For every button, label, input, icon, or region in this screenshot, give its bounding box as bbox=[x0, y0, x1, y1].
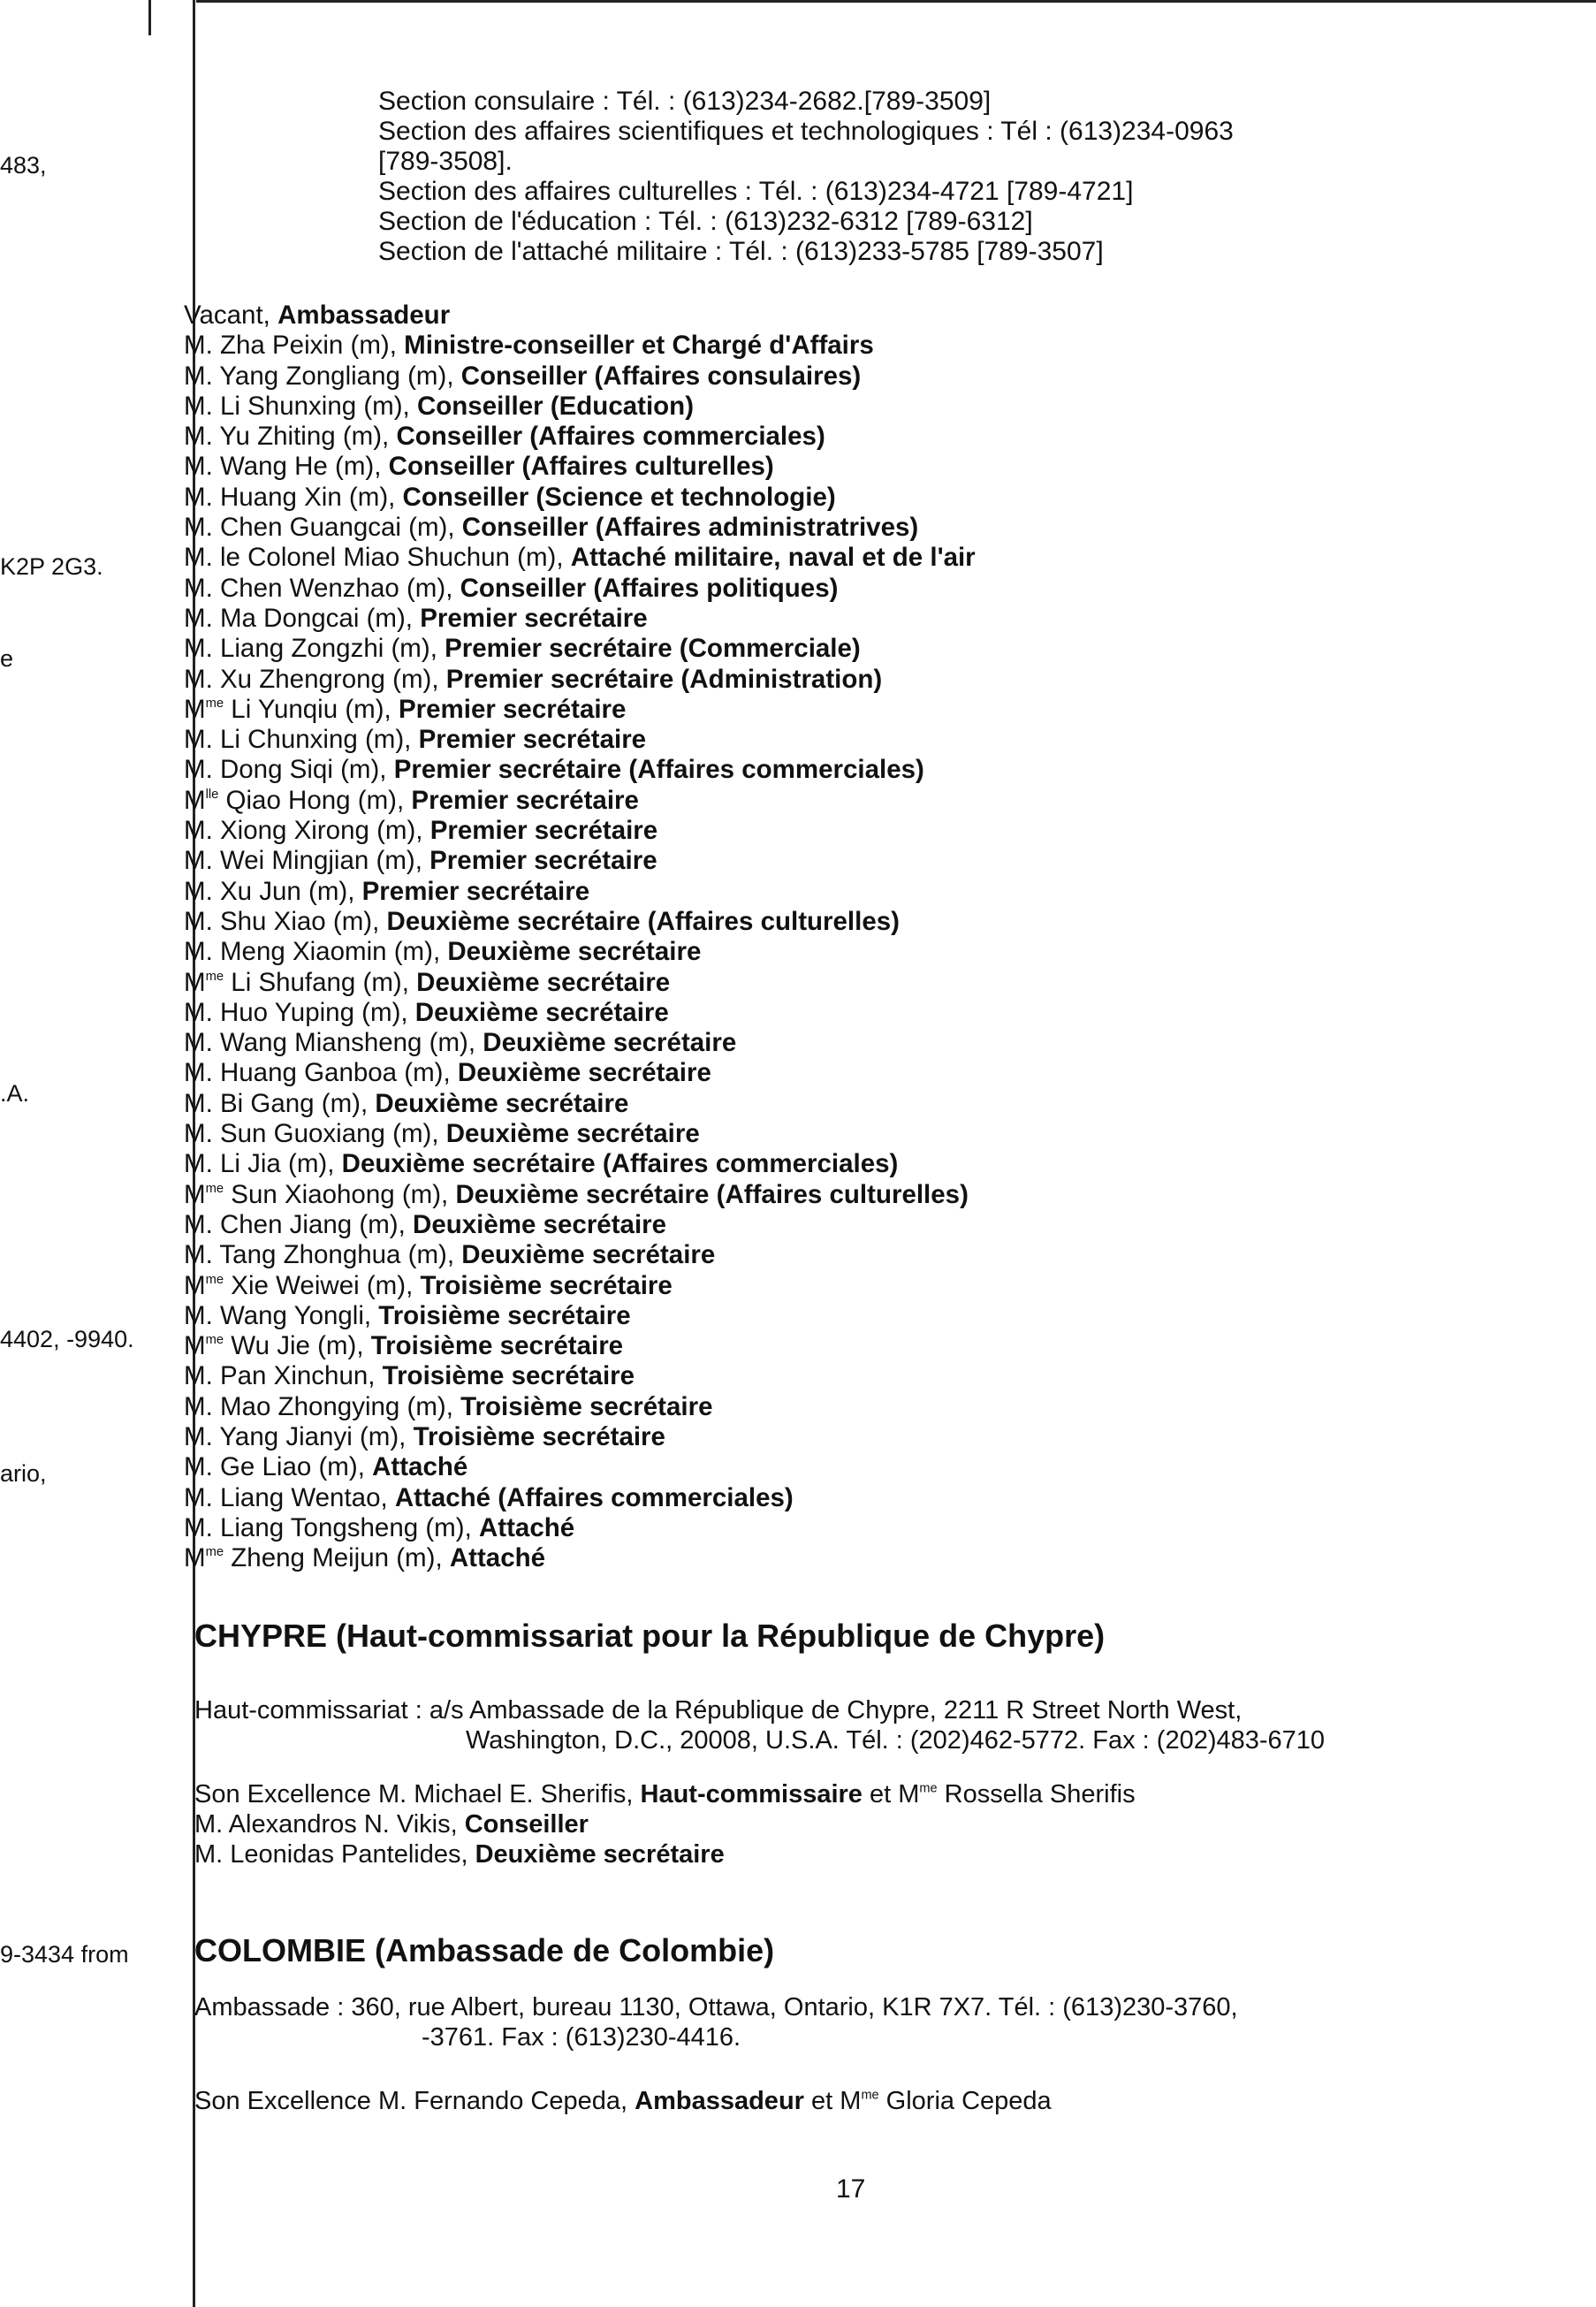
staff-entry bbox=[184, 1452, 976, 1482]
staff-entry bbox=[184, 937, 976, 967]
staff-name: M. Liang Tongsheng (m), bbox=[184, 1512, 472, 1542]
staff-name: M. Ma Dongcai (m), bbox=[184, 603, 413, 633]
section-title-colombie: COLOMBIE (Ambassade de Colombie) bbox=[194, 1932, 775, 1968]
staff-entry bbox=[184, 392, 976, 422]
staff-entry bbox=[184, 725, 976, 755]
contact-line: [789-3508]. bbox=[378, 147, 513, 176]
honorific-suffix: me bbox=[205, 969, 224, 984]
honorific-suffix: me bbox=[205, 1181, 224, 1196]
honorific-suffix: me bbox=[205, 1545, 224, 1560]
member-name: M. Alexandros N. Vikis, bbox=[194, 1810, 458, 1839]
staff-role: Deuxième secrétaire (Affaires culturelles) bbox=[455, 1179, 969, 1209]
staff-name: Wu Jie (m), bbox=[231, 1331, 364, 1361]
staff-role: Troisième secrétaire bbox=[460, 1391, 713, 1421]
honorific: M bbox=[184, 1270, 206, 1300]
member-entry bbox=[194, 1779, 1136, 1809]
staff-entry bbox=[184, 907, 976, 937]
staff-entry bbox=[184, 331, 976, 361]
honorific-suffix: me bbox=[861, 2088, 879, 2103]
chypre-member-list bbox=[194, 1779, 1136, 1869]
staff-entry bbox=[184, 634, 976, 664]
spouse-name: Gloria Cepeda bbox=[885, 2087, 1052, 2115]
chypre-address bbox=[194, 1695, 1325, 1755]
staff-name: M. Huang Ganboa (m), bbox=[184, 1058, 451, 1088]
staff-entry bbox=[184, 452, 976, 482]
staff-role: Deuxième secrétaire bbox=[457, 1058, 711, 1088]
staff-role: Attaché (Affaires commerciales) bbox=[394, 1482, 794, 1512]
staff-name: M. Shu Xiao (m), bbox=[184, 906, 380, 936]
staff-role: Troisième secrétaire bbox=[420, 1270, 673, 1300]
staff-role: Ministre-conseiller et Chargé d'Affairs bbox=[404, 331, 874, 361]
margin-fragment: 483, bbox=[0, 152, 47, 179]
member-entry bbox=[194, 2086, 1052, 2116]
staff-role: Premier secrétaire bbox=[361, 876, 590, 906]
staff-name: M. Li Shunxing (m), bbox=[184, 391, 410, 421]
section-title-chypre: CHYPRE (Haut-commissariat pour la République de Chypre) bbox=[194, 1618, 1106, 1654]
staff-entry bbox=[184, 574, 976, 604]
staff-role: Attaché bbox=[478, 1512, 575, 1542]
staff-name: M. Wang Miansheng (m), bbox=[184, 1028, 476, 1058]
staff-entry bbox=[184, 846, 976, 876]
staff-name: M. Zha Peixin (m), bbox=[184, 331, 397, 361]
margin-fragment: 9-3434 from bbox=[0, 1941, 129, 1968]
member-name: Son Excellence M. Michael E. Sherifis, bbox=[194, 1780, 634, 1808]
staff-role: Premier secrétaire (Administration) bbox=[445, 664, 883, 694]
colombie-member-list bbox=[194, 2086, 1052, 2116]
staff-name: M. Xu Jun (m), bbox=[184, 876, 355, 906]
staff-entry bbox=[184, 877, 976, 907]
page-number: 17 bbox=[836, 2174, 866, 2204]
staff-entry bbox=[184, 1058, 976, 1088]
margin-fragment: 4402, -9940. bbox=[0, 1326, 134, 1352]
staff-entry bbox=[184, 665, 976, 695]
margin-fragment: ario, bbox=[0, 1460, 47, 1487]
staff-entry bbox=[184, 1513, 976, 1543]
staff-entry bbox=[184, 1210, 976, 1240]
staff-entry bbox=[184, 1483, 976, 1513]
member-entry bbox=[194, 1809, 1136, 1839]
honorific-suffix: me bbox=[205, 1272, 224, 1287]
spouse-name: Rossella Sherifis bbox=[944, 1780, 1136, 1808]
staff-entry bbox=[184, 968, 976, 998]
honorific-suffix: me bbox=[205, 1333, 224, 1348]
contact-line: Section de l'attaché militaire : Tél. : (613)233-5785 [789-3507] bbox=[378, 237, 1104, 266]
address-line: -3761. Fax : (613)230-4416. bbox=[422, 2023, 741, 2052]
staff-name: M. Meng Xiaomin (m), bbox=[184, 937, 441, 967]
staff-entry bbox=[184, 1301, 976, 1331]
staff-name: Qiao Hong (m), bbox=[225, 785, 405, 815]
honorific: M bbox=[184, 785, 206, 815]
contact-line: Section des affaires scientifiques et technologiques : Tél : (613)234-0963 bbox=[378, 117, 1234, 146]
member-role: Conseiller bbox=[464, 1810, 589, 1839]
member-role: Haut-commissaire bbox=[640, 1780, 863, 1808]
staff-role: Conseiller (Education) bbox=[416, 391, 695, 421]
staff-name: M. Mao Zhongying (m), bbox=[184, 1391, 453, 1421]
staff-role: Troisième secrétaire bbox=[382, 1361, 635, 1391]
staff-name: M. Xiong Xirong (m), bbox=[184, 816, 423, 846]
staff-name: M. Huo Yuping (m), bbox=[184, 997, 408, 1027]
staff-role: Attaché militaire, naval et de l'air bbox=[570, 543, 976, 573]
spouse-conjunction: et bbox=[811, 2087, 833, 2115]
staff-name: M. Wang He (m), bbox=[184, 452, 382, 482]
margin-fragment: .A. bbox=[0, 1080, 30, 1107]
honorific: M bbox=[184, 967, 206, 997]
staff-entry bbox=[184, 301, 976, 331]
margin-fragment: K2P 2G3. bbox=[0, 553, 103, 580]
contact-line: Section de l'éducation : Tél. : (613)232-6312 [789-6312] bbox=[378, 207, 1033, 236]
staff-name: Vacant, bbox=[184, 301, 270, 330]
spouse-honorific: M bbox=[898, 1780, 920, 1808]
staff-role: Deuxième secrétaire (Affaires culturelles) bbox=[386, 906, 900, 936]
staff-role: Premier secrétaire bbox=[429, 816, 658, 846]
address-label: Haut-commissariat : bbox=[194, 1696, 422, 1725]
staff-name: M. Yang Zongliang (m), bbox=[184, 361, 454, 391]
staff-entry bbox=[184, 483, 976, 513]
staff-entry bbox=[184, 1119, 976, 1149]
staff-role: Deuxième secrétaire bbox=[413, 1209, 667, 1239]
staff-entry bbox=[184, 1543, 976, 1573]
margin-fragment: e bbox=[0, 645, 14, 672]
staff-name: Xie Weiwei (m), bbox=[231, 1270, 414, 1300]
staff-role: Premier secrétaire bbox=[418, 725, 647, 755]
staff-role: Premier secrétaire bbox=[429, 846, 657, 876]
staff-name: Zheng Meijun (m), bbox=[231, 1543, 443, 1573]
staff-entry bbox=[184, 1271, 976, 1301]
staff-entry bbox=[184, 755, 976, 785]
member-name: Son Excellence M. Fernando Cepeda, bbox=[194, 2087, 628, 2115]
staff-entry bbox=[184, 1149, 976, 1179]
staff-role: Premier secrétaire bbox=[398, 694, 627, 724]
staff-role: Premier secrétaire bbox=[411, 785, 639, 815]
staff-name: M. Li Chunxing (m), bbox=[184, 725, 412, 755]
staff-entry bbox=[184, 1331, 976, 1361]
embassy-contact-block bbox=[378, 87, 1234, 267]
staff-entry bbox=[184, 816, 976, 846]
staff-role: Troisième secrétaire bbox=[413, 1421, 665, 1451]
scan-mark bbox=[148, 0, 151, 35]
staff-entry bbox=[184, 1240, 976, 1270]
staff-role: Deuxième secrétaire bbox=[416, 967, 671, 997]
staff-entry bbox=[184, 1028, 976, 1058]
staff-name: M. Chen Jiang (m), bbox=[184, 1209, 406, 1239]
staff-name: M. Wang Yongli, bbox=[184, 1300, 372, 1330]
address-label: Ambassade : bbox=[194, 1993, 345, 2021]
staff-name: M. Chen Wenzhao (m), bbox=[184, 573, 453, 603]
staff-role: Conseiller (Affaires commerciales) bbox=[396, 422, 825, 452]
staff-entry bbox=[184, 422, 976, 452]
staff-entry bbox=[184, 1422, 976, 1452]
address-line: 360, rue Albert, bureau 1130, Ottawa, Ontario, K1R 7X7. Tél. : (613)230-3760, bbox=[351, 1993, 1238, 2021]
staff-role: Troisième secrétaire bbox=[378, 1300, 631, 1330]
honorific: M bbox=[184, 1331, 206, 1361]
staff-name: M. Tang Zhonghua (m), bbox=[184, 1240, 455, 1270]
staff-name: Sun Xiaohong (m), bbox=[231, 1179, 449, 1209]
staff-name: M. Li Jia (m), bbox=[184, 1149, 335, 1179]
staff-name: M. Dong Siqi (m), bbox=[184, 755, 387, 785]
staff-role: Conseiller (Affaires culturelles) bbox=[388, 452, 774, 482]
staff-name: M. Wei Mingjian (m), bbox=[184, 846, 422, 876]
staff-name: M. Pan Xinchun, bbox=[184, 1361, 376, 1391]
staff-name: M. Huang Xin (m), bbox=[184, 482, 396, 512]
staff-entry bbox=[184, 362, 976, 392]
staff-role: Premier secrétaire bbox=[420, 603, 648, 633]
member-role: Deuxième secrétaire bbox=[475, 1840, 725, 1869]
spouse-conjunction: et bbox=[870, 1780, 892, 1808]
staff-role: Deuxième secrétaire bbox=[445, 1119, 700, 1149]
staff-role: Ambassadeur bbox=[277, 301, 451, 330]
staff-role: Troisième secrétaire bbox=[370, 1331, 624, 1361]
honorific-suffix: lle bbox=[205, 787, 219, 802]
address-line: a/s Ambassade de la République de Chypre, 2211 R Street North West, bbox=[429, 1696, 1243, 1725]
honorific-suffix: me bbox=[205, 697, 224, 712]
address-line: Washington, D.C., 20008, U.S.A. Tél. : (202)462-5772. Fax : (202)483-6710 bbox=[466, 1726, 1326, 1755]
staff-role: Conseiller (Science et technologie) bbox=[402, 482, 836, 512]
contact-line: Section des affaires culturelles : Tél. : (613)234-4721 [789-4721] bbox=[378, 177, 1134, 206]
staff-entry bbox=[184, 1180, 976, 1210]
staff-role: Deuxième secrétaire bbox=[461, 1240, 716, 1270]
spouse-honorific: M bbox=[840, 2087, 862, 2115]
staff-name: M. Xu Zhengrong (m), bbox=[184, 664, 439, 694]
staff-entry bbox=[184, 604, 976, 634]
staff-entry bbox=[184, 513, 976, 543]
staff-name: M. Bi Gang (m), bbox=[184, 1088, 369, 1118]
staff-role: Deuxième secrétaire bbox=[375, 1088, 629, 1118]
honorific: M bbox=[184, 694, 206, 724]
staff-name: M. Chen Guangcai (m), bbox=[184, 513, 455, 543]
member-role: Ambassadeur bbox=[635, 2087, 804, 2115]
staff-name: M. Sun Guoxiang (m), bbox=[184, 1119, 439, 1149]
staff-entry bbox=[184, 786, 976, 816]
staff-name: Li Yunqiu (m), bbox=[231, 694, 391, 724]
staff-entry bbox=[184, 1392, 976, 1422]
staff-role: Attaché bbox=[449, 1543, 546, 1573]
staff-role: Conseiller (Affaires administratrives) bbox=[461, 513, 919, 543]
staff-role: Attaché bbox=[372, 1452, 468, 1482]
staff-name: M. Yang Jianyi (m), bbox=[184, 1421, 407, 1451]
staff-name: M. Liang Zongzhi (m), bbox=[184, 634, 437, 664]
staff-role: Premier secrétaire (Commerciale) bbox=[445, 634, 861, 664]
staff-name: Li Shufang (m), bbox=[231, 967, 409, 997]
staff-name: M. le Colonel Miao Shuchun (m), bbox=[184, 543, 564, 573]
staff-name: M. Yu Zhiting (m), bbox=[184, 422, 390, 452]
honorific-suffix: me bbox=[919, 1781, 938, 1796]
staff-role: Deuxième secrétaire bbox=[447, 937, 702, 967]
staff-entry bbox=[184, 998, 976, 1028]
staff-entry bbox=[184, 1089, 976, 1119]
staff-name: M. Liang Wentao, bbox=[184, 1482, 388, 1512]
staff-role: Conseiller (Affaires consulaires) bbox=[460, 361, 862, 391]
page-top-edge bbox=[196, 0, 1596, 3]
honorific: M bbox=[184, 1543, 206, 1573]
staff-role: Deuxième secrétaire (Affaires commerciales) bbox=[341, 1149, 899, 1179]
staff-role: Premier secrétaire (Affaires commerciales) bbox=[393, 755, 924, 785]
colombie-address bbox=[194, 1992, 1238, 2052]
honorific: M bbox=[184, 1179, 206, 1209]
staff-name: M. Ge Liao (m), bbox=[184, 1452, 365, 1482]
member-entry bbox=[194, 1839, 1136, 1869]
embassy-staff-list bbox=[184, 301, 976, 1573]
member-name: M. Leonidas Pantelides, bbox=[194, 1840, 468, 1869]
staff-role: Deuxième secrétaire bbox=[483, 1028, 737, 1058]
staff-entry bbox=[184, 1361, 976, 1391]
staff-role: Deuxième secrétaire bbox=[414, 997, 669, 1027]
staff-role: Conseiller (Affaires politiques) bbox=[460, 573, 839, 603]
staff-entry bbox=[184, 695, 976, 725]
staff-entry bbox=[184, 543, 976, 573]
contact-line: Section consulaire : Tél. : (613)234-2682.[789-3509] bbox=[378, 87, 992, 116]
